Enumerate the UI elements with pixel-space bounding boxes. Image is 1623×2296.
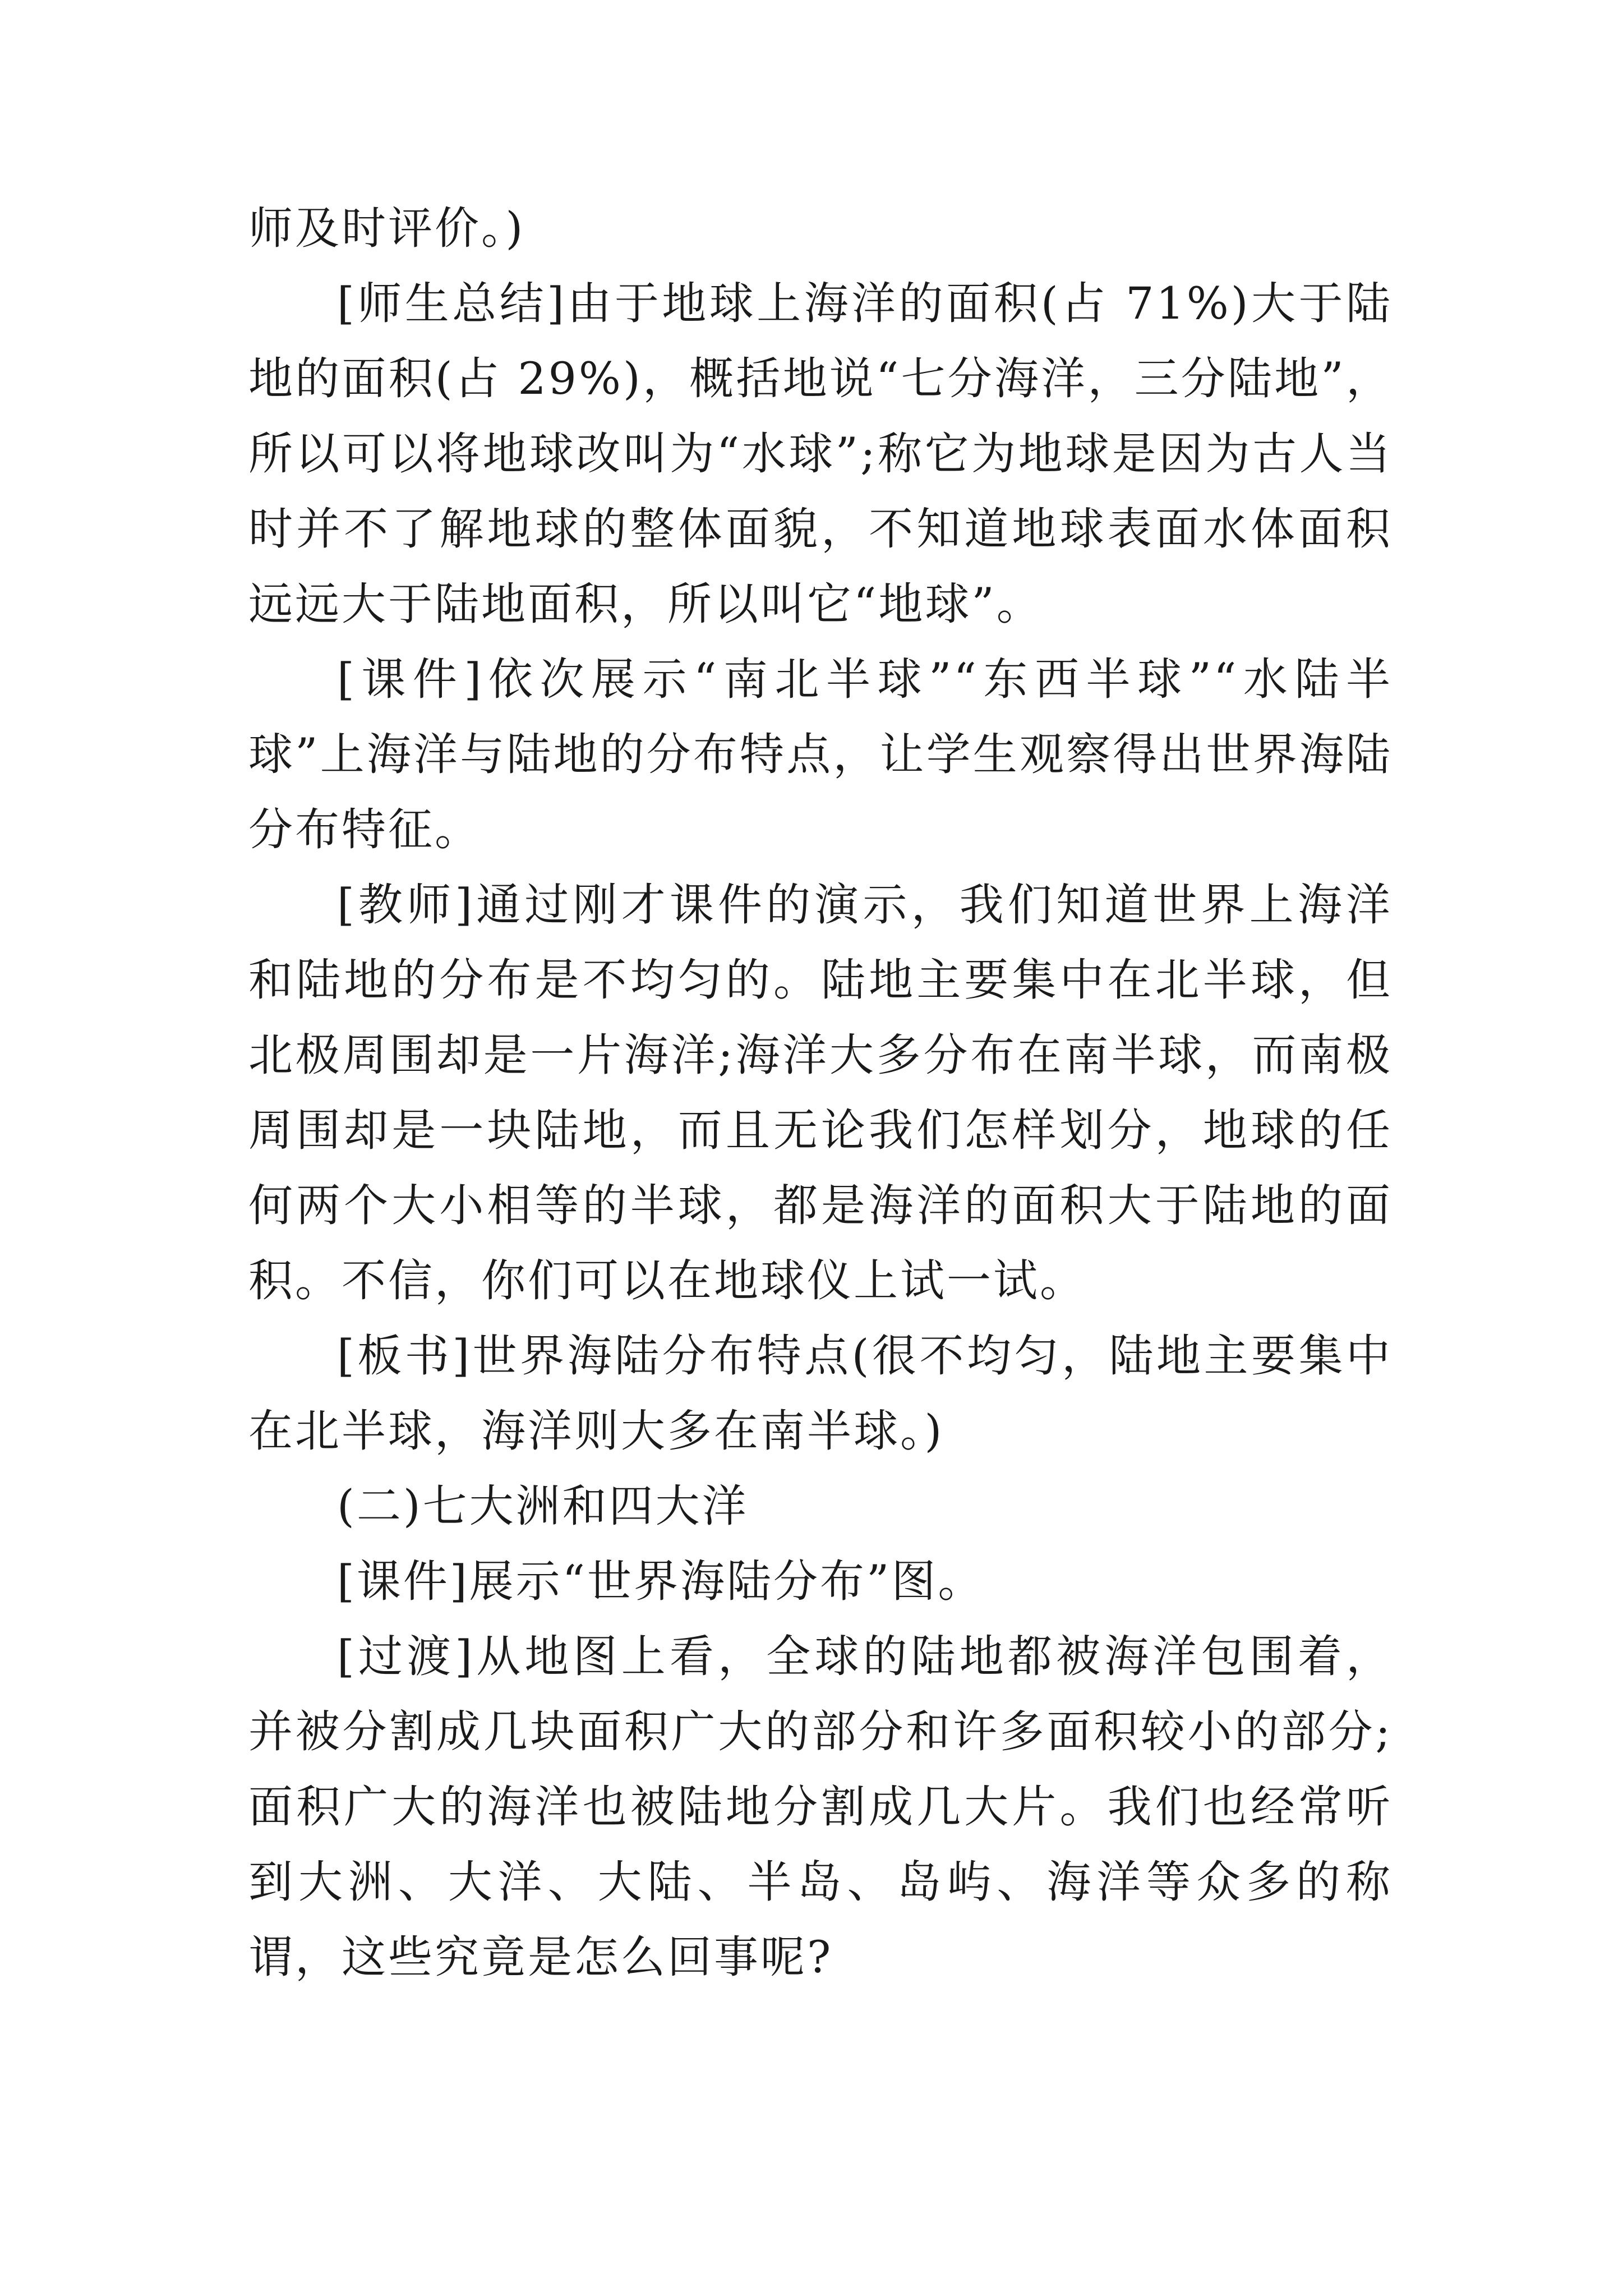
paragraph-continuation: 师及时评价。) xyxy=(248,203,525,254)
paragraph-summary: [师生总结]由于地球上海洋的面积(占 71%)大于陆地的面积(占 29%)，概括地说“七分海洋，三分陆地”，所以可以将地球改叫为“水球”;称它为地球是因为古人当时并不了解地球的整体面貌，不知道地球表面水体面积远远大于陆地面积，所以叫它“地球”。 xyxy=(248,278,1393,630)
paragraph-courseware-map: [课件]展示“世界海陆分布”图。 xyxy=(337,1556,985,1607)
paragraph-courseware-hemispheres: [课件]依次展示“南北半球”“东西半球”“水陆半球”上海洋与陆地的分布特点，让学生观察得出世界海陆分布特征。 xyxy=(248,654,1393,855)
body-text xyxy=(248,191,1393,1995)
paragraph-teacher-explanation: [教师]通过刚才课件的演示，我们知道世界上海洋和陆地的分布是不均匀的。陆地主要集中在北半球，但北极周围却是一片海洋;海洋大多分布在南半球，而南极周围却是一块陆地，而且无论我们怎样划分，地球的任何两个大小相等的半球，都是海洋的面积大于陆地的面积。不信，你们可以在地球仪上试一试。 xyxy=(248,879,1393,1306)
paragraph-blackboard: [板书]世界海陆分布特点(很不均匀，陆地主要集中在北半球，海洋则大多在南半球。) xyxy=(248,1330,1393,1457)
section-heading: (二)七大洲和四大洋 xyxy=(337,1480,749,1532)
paragraph-transition: [过渡]从地图上看，全球的陆地都被海洋包围着，并被分割成几块面积广大的部分和许多面积较小的部分;面积广大的海洋也被陆地分割成几大片。我们也经常听到大洲、大洋、大陆、半岛、岛屿、海洋等众多的称谓，这些究竟是怎么回事呢? xyxy=(248,1631,1393,1983)
